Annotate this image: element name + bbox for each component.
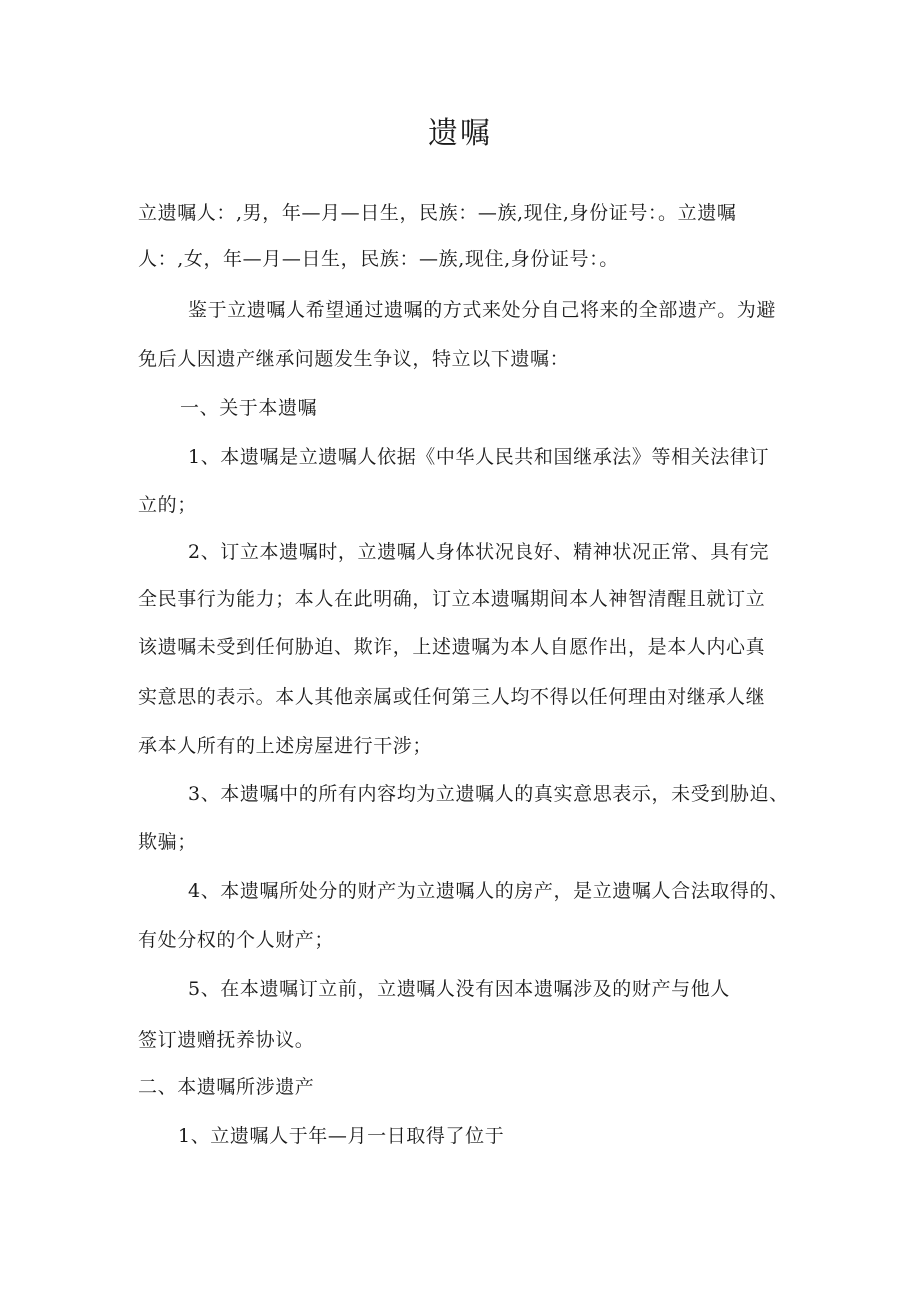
clause-line: 3、本遗嘱中的所有内容均为立遗嘱人的真实意思表示，未受到胁迫、 [188,783,789,805]
clause-line: 1、本遗嘱是立遗嘱人依据《中华人民共和国继承法》等相关法律订 [188,446,770,468]
clause-line: 立的； [138,494,197,516]
clause-line: 签订遗赠抚养协议。 [138,1029,315,1051]
clause-line: 承本人所有的上述房屋进行干涉； [138,735,433,757]
preamble-line: 鉴于立遗嘱人希望通过遗嘱的方式来处分自己将来的全部遗产。为避 [188,299,777,321]
clause-line: 1、立遗嘱人于年—月一日取得了位于 [178,1125,505,1147]
clause-line: 5、在本遗嘱订立前，立遗嘱人没有因本遗嘱涉及的财产与他人 [188,978,730,1000]
clause-line: 4、本遗嘱所处分的财产为立遗嘱人的房产，是立遗嘱人合法取得的、 [188,880,789,902]
clause-line: 全民事行为能力；本人在此明确，订立本遗嘱期间本人神智清醒且就订立 [138,588,766,610]
document-title: 遗嘱 [428,116,492,151]
section-heading: 一、关于本遗嘱 [180,397,318,419]
testator-info-line: 人：,女，年—月—日生，民族：—族,现住,身份证号：。 [138,248,619,270]
clause-line: 2、订立本遗嘱时，立遗嘱人身体状况良好、精神状况正常、具有完 [188,541,770,563]
clause-line: 该遗嘱未受到任何胁迫、欺诈，上述遗嘱为本人自愿作出，是本人内心真 [138,636,766,658]
clause-line: 欺骗； [138,831,197,853]
preamble-line: 免后人因遗产继承问题发生争议，特立以下遗嘱： [138,348,570,370]
testator-info-line: 立遗嘱人：,男，年—月—日生，民族：—族,现住,身份证号：。立遗嘱 [138,202,737,224]
clause-line: 实意思的表示。本人其他亲属或任何第三人均不得以任何理由对继承人继 [138,686,766,708]
section-heading: 二、本遗嘱所涉遗产 [138,1076,315,1098]
clause-line: 有处分权的个人财产； [138,929,335,951]
